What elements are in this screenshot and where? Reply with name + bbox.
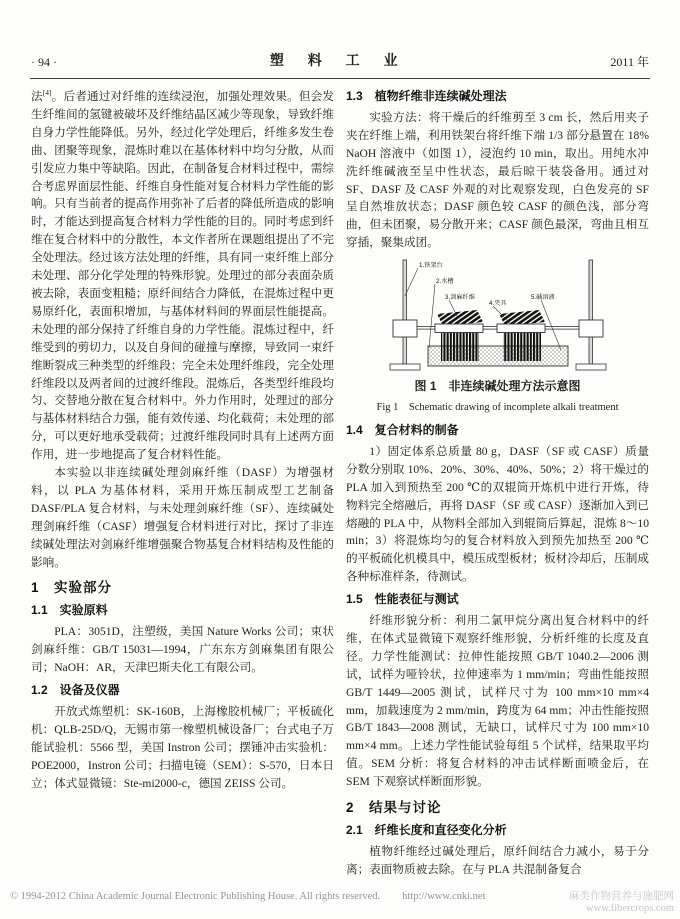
figure-1 [352,258,643,417]
subsection-heading-alkali-treatment: 1.3 植物纤维非连续碱处理法 [346,89,507,103]
paragraph-lead: 法 [31,90,43,103]
paragraph-characterization: 纤维形貌分析：利用二氯甲烷分离出复合材料中的纤维，在体式显微镜下观察纤维形貌，分析纤维的长度及直径。力学性能测试：拉伸性能按照 GB/T 1040.2—2006 测试，试样为哑铃状，拉伸速率为 1 mm/min；弯曲性能按照 GB/T 1449—2005 测试，试样尺寸为 100 mm×10 mm×4 mm，加载速度为 2 mm/min，跨度为 64 mm；冲击性能按照 GB/T 1843—2008 测试，无缺口，试样尺寸为 100 mm×10 mm×4 mm。上述力学性能试验每组 5 个试样，结果取平均值。SEM 分析：将复合材料的冲击试样断面喷金后，在 SEM 下观察试样断面形貌。 [346,614,649,789]
paragraph-materials: PLA：3051D，注塑级，美国 Nature Works 公司；束状剑麻纤维：GB/T 15031—1994，广东东方剑麻集团有限公司；NaOH：AR，天津巴斯夫化工有限公司。 [31,625,334,675]
paragraph-text: 。后者通过对纤维的连续浸泡，加强处理效果。但会发生纤维间的氢键被破坏及纤维结晶区减少等现象，导致纤维自身力学性能降低。另外，经过化学处理后，纤维多发生卷曲、团聚等现象，混炼时难以在基体材料中均匀分散，从而引发应力集中等缺陷。因此，在制备复合材料过程中，需综合考虑界面层性能、纤维自身性能对复合材料力学性能的影响。只有当前者的提高作用弥补了后者的降低所造成的影响时，才能达到提高复合材料力学性能的目的。同时考虑到纤维在复合材料中的分散性，本文作者所在课题组提出了不完全处理法。经过该方法处理的纤维，具有同一束纤维上部分未处理、部分化学处理的特殊形貌。处理过的部分表面杂质被去除，表面变粗糙；原纤间结合力降低，在混炼过程中更易原纤化，表面积增加，与基体材料间的界面层性能提高。未处理的部分保持了纤维自身的力学性能。混炼过程中，纤维受到的剪切力，以及自身间的碰撞与摩擦，导致同一束纤维断裂成三种类型的纤维段：完全未处理纤维段，完全处理纤维段以及两者间的过渡纤维段。混炼后，各类型纤维段均匀、交替地分散在复合材料中。外力作用时，处理过的部分与基体材料结合力强，能有效传递、均化载荷；未处理的部分，可以更好地承受载荷；过渡纤维段同时具有上述两方面作用，进一步地提高了复合材料性能。 [31,90,334,462]
figure-caption-english: Fig 1 Schematic drawing of incomplete alkali treatment [376,402,619,414]
alkali-treatment-schematic [373,258,623,376]
header-divider [30,78,650,79]
section-heading-results: 2 结果与讨论 [346,800,442,816]
watermark-site-url: www.fibercrops.com [586,903,674,914]
subsection-heading-characterization: 1.5 性能表征与测试 [346,592,459,607]
journal-title: 塑 料 工 业 [269,52,408,68]
citation-reference: [4] [42,88,52,98]
iron-stand-right [576,260,606,370]
figure-label-clamp: 4.夹具 [488,300,507,308]
page-number: · 94 · [31,55,57,69]
right-column [346,88,649,877]
paragraph-experiment-intro: 本实验以非连续碱处理剑麻纤维（DASF）为增强材料，以 PLA 为基体材料，采用开炼压制成型工艺制备 DASF/PLA 复合材料，与未处理剑麻纤维（SF）、连续碱处理剑麻纤维（CASF）增强复合材料进行对比，探讨了非连续碱处理法对剑麻纤维增强聚合物基复合材料结构及性能的影响。 [31,466,334,569]
iron-stand-left [390,260,420,370]
section-heading-experimental: 1 实验部分 [31,580,113,596]
sisal-fiber-bundle-left [435,310,483,361]
subsection-heading-materials: 1.1 实验原料 [31,603,108,618]
page-header [31,50,649,70]
figure-label-tank: 2.水槽 [435,278,454,286]
subsection-heading-equipment: 1.2 设备及仪器 [31,683,120,697]
cnki-url[interactable]: http://www.cnki.net [402,891,486,902]
publication-year: 2011 年 [610,55,649,69]
subsection-heading-fiber-length: 2.1 纤维长度和直径变化分析 [346,823,507,837]
page-footer [10,891,674,915]
watermark [487,891,674,915]
subsection-heading-composite-preparation: 1.4 复合材料的制备 [346,422,459,437]
figure-label-sisal-fiber: 3.剑麻纤维 [444,294,475,302]
paragraph-results-intro: 植物纤维经过碱处理后，原纤间结合力减小，易于分离；表面物质被去除。在与 PLA 共混制备复合 [346,844,649,876]
copyright-notice: © 1994-2012 China Academic Journal Electronic Publishing House. All rights reserved. [10,891,381,902]
paragraph-preparation: 1）固定体系总质量 80 g，DASF（SF 或 CASF）质量分数分别取 10%、20%、30%、40%、50%；2）将干燥过的 PLA 加入到预热至 200 ℃的双辊筒开炼机中进行开炼，待物料完全熔融后，再将 DASF（SF 或 CASF）逐渐加入到已熔融的 PLA 中，从物料全部加入到辊筒后算起，混炼 8～10 min；3）将混炼均匀的复合材料放入到预先加热至 200 ℃的平板硫化机模具中，模压成型板材；板材冷却后，压制成各种标准样条，待测试。 [346,444,649,584]
watermark-site-name: 麻类作物营养与施肥网 [569,891,674,902]
figure-label-alkali-solution: 5.碱溶液 [530,294,555,302]
sisal-fiber-bundle-right [497,310,545,361]
figure-label-iron-stand: 1.铁架台 [418,262,443,270]
figure-caption-chinese: 图 1 非连续碱处理方法示意图 [414,379,581,394]
paragraph-equipment: 开放式炼塑机：SK-160B，上海橡胶机械厂；平板硫化机：QLB-25D/Q，无锡市第一橡塑机械设备厂；台式电子万能试验机：5566 型，美国 Instron 公司；摆锤冲击实验机：POE2000，Instron 公司；扫描电镜（SEM）：S-570，日本日立；体式显微镜：Ste-mi2000-c，德国 ZEISS 公司。 [31,704,334,790]
article-body [31,88,649,877]
left-column [31,88,334,877]
paragraph-continued [31,88,334,464]
paragraph-treatment-method: 实验方法：将干燥后的纤维剪至 3 cm 长，然后用夹子夹在纤维上端，利用铁架台将纤维下端 1/3 部分悬置在 18% NaOH 溶液中（如图 1），浸泡约 10 min，取出。用纯水冲洗纤维碱液至呈中性状态，最后晾干装袋备用。通过对 SF、DASF 及 CASF 外观的对比观察发现，白色发亮的 SF 呈自然堆放状态；DASF 颜色较 CASF 的颜色浅，部分弯曲，但未团聚，易分散开来；CASF 颜色最深，弯曲且相互穿插，聚集成团。 [346,110,649,250]
